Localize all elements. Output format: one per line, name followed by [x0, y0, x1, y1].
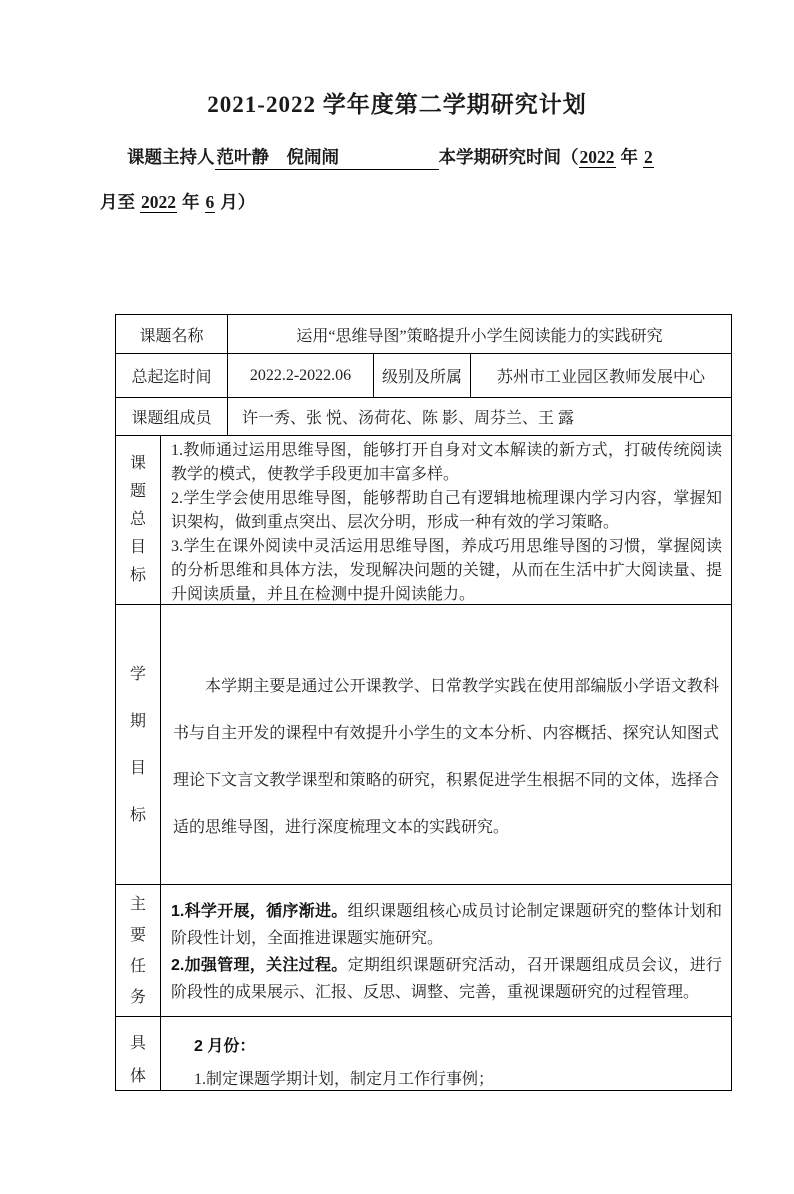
main-task-1-heading: 1.科学开展，循序渐进。 [171, 903, 348, 920]
term-goal-content [161, 605, 731, 884]
duration-value: 2022.2-2022.06 [228, 354, 374, 397]
to-label: 月至 [100, 192, 135, 212]
overall-goal-item-1: 1.教师通过运用思维导图，能够打开自身对文本解读的新方式，打破传统阅读教学的模式，使教学手段更加丰富多样。 [171, 442, 722, 483]
host-label: 课题主持人 [127, 147, 215, 167]
start-month: 2 [644, 147, 653, 167]
term-goal-label [116, 605, 161, 884]
host-names-underlined: 范叶静 倪闹闹 [215, 145, 439, 170]
intro-line-1 [100, 135, 694, 180]
duration-label: 总起迄时间 [116, 354, 228, 397]
table-row-main-tasks [116, 885, 731, 1017]
time-label: 本学期研究时间（ [438, 147, 579, 167]
schedule-item-1: 1.制定课题学期计划，制定月工作行事例； [194, 1071, 495, 1088]
term-goal-label-text: 学期目标 [129, 665, 146, 824]
intro-line-2 [100, 180, 694, 225]
schedule-content [161, 1017, 731, 1090]
overall-goal-item-2: 2.学生学会使用思维导图，能够帮助自己有逻辑地梳理课内学习内容，掌握知识架构，做到重点突出、层次分明，形成一种有效的学习策略。 [171, 490, 722, 531]
members-value: 许一秀、张 悦、汤荷花、陈 影、周芬兰、王 露 [242, 410, 575, 427]
overall-goal-label-text: 课题总目标 [129, 455, 146, 584]
table-row-members [116, 398, 731, 436]
main-task-1-text: 组织课题组核心成员讨论制定课题研究的整体计划和阶段性计划，全面推进课题实施研究。 [171, 903, 722, 947]
level-value: 苏州市工业园区教师发展中心 [496, 369, 705, 386]
main-tasks-label-text: 主要任务 [129, 895, 146, 1006]
year-unit-2: 年 [182, 192, 200, 212]
table-row-term-goal [116, 605, 731, 885]
schedule-label [116, 1017, 161, 1090]
schedule-label-text: 具体 [129, 1035, 146, 1085]
overall-goal-content [161, 436, 731, 604]
end-month: 6 [205, 192, 215, 212]
schedule-month-heading: 2 月份： [194, 1038, 256, 1055]
level-label: 级别及所属 [374, 354, 471, 397]
main-task-item-1 [171, 898, 722, 952]
topic-name-label: 课题名称 [116, 315, 228, 353]
main-tasks-label [116, 885, 161, 1016]
members-label: 课题组成员 [116, 398, 228, 435]
year-unit: 年 [620, 147, 638, 167]
table-row-overall-goal [116, 436, 731, 605]
main-tasks-content [161, 885, 731, 1016]
table-row-duration-level [116, 354, 731, 398]
overall-goal-label [116, 436, 161, 604]
overall-goal-item-3: 3.学生在课外阅读中灵活运用思维导图，养成巧用思维导图的习惯，掌握阅读的分析思维和具体方法，发现解决问题的关键，从而在生活中扩大阅读量、提升阅读质量，并且在检测中提升阅读能力。 [171, 538, 722, 603]
end-year: 2022 [141, 192, 176, 212]
term-goal-text: 本学期主要是通过公开课教学、日常教学实践在使用部编版小学语文教科书与自主开发的课程中有效提升小学生的文本分析、内容概括、探究认知图式理论下文言文教学课型和策略的研究，积累促进学生根据不同的文体，选择合适的思维导图，进行深度梳理文本的实践研究。 [173, 678, 719, 836]
table-row-topic-name [116, 315, 731, 354]
table-row-schedule [116, 1017, 731, 1090]
page-title: 2021-2022 学年度第二学期研究计划 [207, 92, 587, 117]
intro-paragraph [100, 135, 694, 225]
research-plan-table [115, 314, 732, 1091]
main-task-2-heading: 2.加强管理，关注过程。 [171, 957, 348, 974]
main-task-item-2 [171, 952, 722, 1006]
closing-text: 月） [220, 192, 256, 212]
start-year: 2022 [579, 147, 615, 167]
main-task-2-text: 定期组织课题研究活动，召开课题组成员会议，进行阶段性的成果展示、汇报、反思、调整、完善，重视课题研究的过程管理。 [171, 957, 722, 1001]
topic-name-value: 运用“思维导图”策略提升小学生阅读能力的实践研究 [296, 327, 663, 345]
